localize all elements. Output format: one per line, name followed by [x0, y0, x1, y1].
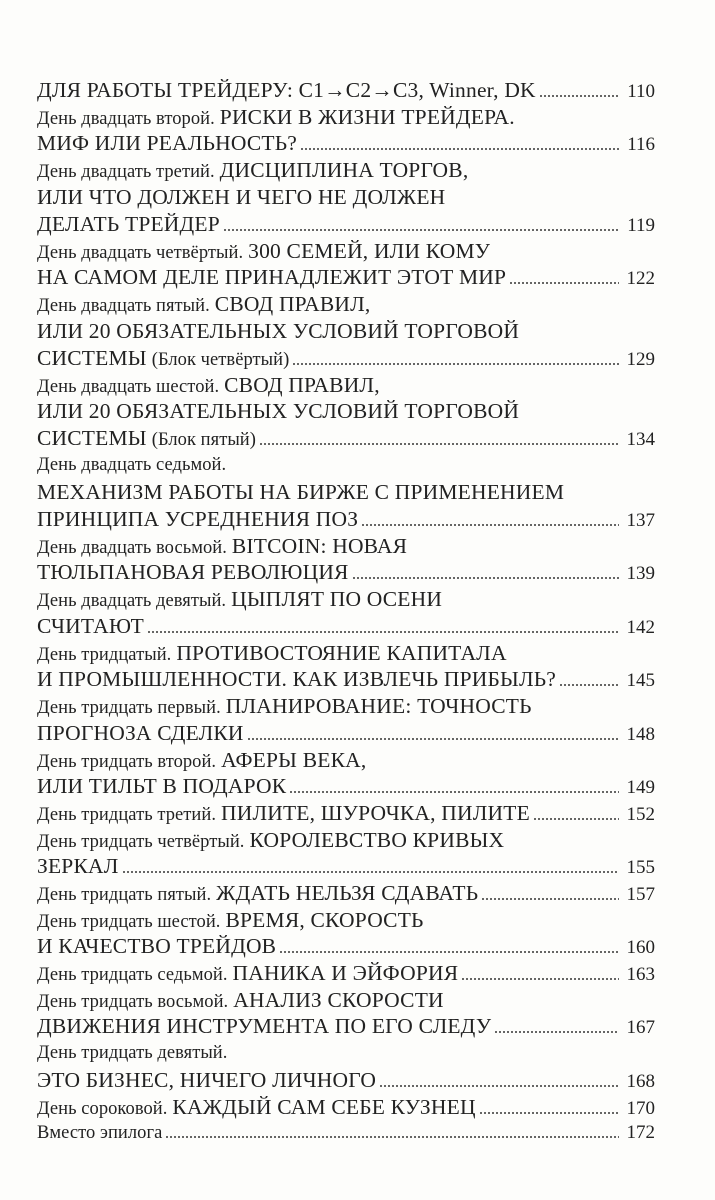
- toc-page-number: 139: [626, 563, 655, 584]
- toc-entry-line: [37, 613, 655, 640]
- dot-leader: [509, 282, 619, 284]
- toc-page-number: 172: [626, 1122, 655, 1143]
- toc-day-label: День двадцать второй.: [37, 108, 215, 129]
- toc-day-label: День тридцать восьмой.: [37, 991, 229, 1012]
- toc-entry-line: [37, 853, 655, 880]
- toc-chapter-title: ПРОГНОЗА СДЕЛКИ: [37, 720, 244, 745]
- toc-day-label: День тридцать первый.: [37, 698, 221, 718]
- toc-day-label: День двадцать девятый.: [37, 591, 227, 611]
- toc-chapter-title: ИЛИ 20 ОБЯЗАТЕЛЬНЫХ УСЛОВИЙ ТОРГОВОЙ: [37, 318, 520, 343]
- toc-chapter-title: И КАЧЕСТВО ТРЕЙДОВ: [37, 934, 277, 958]
- toc-chapter-title: СИСТЕМЫ: [37, 345, 147, 370]
- dot-leader: [352, 577, 619, 579]
- toc-day-label: День тридцать пятый.: [37, 885, 212, 905]
- toc-chapter-title: И ПРОМЫШЛЕННОСТИ. КАК ИЗВЛЕЧЬ ПРИБЫЛЬ?: [37, 667, 557, 691]
- dot-leader: [247, 738, 619, 740]
- toc-entry-line: [37, 533, 655, 560]
- toc-page-number: 148: [626, 723, 655, 745]
- dot-leader: [292, 363, 619, 365]
- toc-day-label: День двадцать шестой.: [37, 376, 220, 397]
- toc-chapter-title: ТЮЛЬПАНОВАЯ РЕВОЛЮЦИЯ: [37, 560, 349, 584]
- toc-page-number: 142: [626, 616, 655, 638]
- toc-chapter-title: ВРЕМЯ, СКОРОСТЬ: [225, 907, 424, 932]
- toc-entry[interactable]: [37, 747, 655, 801]
- toc-chapter-title: ЖДАТЬ НЕЛЬЗЯ СДАВАТЬ: [216, 881, 479, 905]
- toc-entry-line: [37, 960, 655, 987]
- toc-chapter-title: АФЕРЫ ВЕКА,: [221, 747, 367, 772]
- toc-entry[interactable]: [37, 1120, 655, 1147]
- dot-leader: [147, 631, 619, 633]
- toc-page-number: 170: [626, 1097, 655, 1119]
- dot-leader: [259, 443, 619, 445]
- toc-chapter-title: КОРОЛЕВСТВО КРИВЫХ: [249, 827, 505, 852]
- toc-day-label: День тридцать третий.: [37, 805, 217, 825]
- toc-day-label: Вместо эпилога: [37, 1123, 163, 1143]
- toc-entry-line: [37, 1040, 655, 1067]
- toc-day-label: День тридцатый.: [37, 644, 172, 665]
- toc-entry[interactable]: [37, 987, 655, 1041]
- toc-entry-line: [37, 747, 655, 774]
- toc-entry-line: [37, 880, 655, 907]
- toc-chapter-title: ЦЫПЛЯТ ПО ОСЕНИ: [231, 587, 443, 611]
- toc-day-label: День двадцать четвёртый.: [37, 242, 244, 263]
- toc-entry-line: [37, 1120, 655, 1147]
- toc-page-number: 134: [626, 429, 655, 450]
- toc-entry-line: [37, 987, 655, 1014]
- toc-chapter-title: BITCOIN: НОВАЯ: [231, 533, 408, 558]
- toc-entry-line: [37, 130, 655, 157]
- toc-page-number: 160: [626, 937, 655, 958]
- toc-day-label: День двадцать восьмой.: [37, 537, 227, 558]
- toc-chapter-title: ПИЛИТЕ, ШУРОЧКА, ПИЛИТЕ: [221, 801, 530, 825]
- toc-entry-line: [37, 398, 655, 425]
- toc-page-number: 149: [626, 777, 655, 798]
- toc-entry-line: [37, 372, 655, 399]
- toc-entry-line: [37, 479, 655, 506]
- toc-chapter-title: МИФ ИЛИ РЕАЛЬНОСТЬ?: [37, 131, 298, 155]
- toc-entry[interactable]: [37, 104, 655, 158]
- dot-leader: [279, 951, 619, 953]
- toc-day-label: День двадцать третий.: [37, 162, 215, 182]
- dot-leader: [223, 229, 619, 231]
- toc-entry[interactable]: [37, 907, 655, 961]
- toc-chapter-title: ПЛАНИРОВАНИЕ: ТОЧНОСТЬ: [225, 694, 532, 718]
- toc-page-number: 152: [626, 804, 655, 825]
- toc-entry-line: [37, 157, 655, 184]
- toc-entry-line: [37, 800, 655, 827]
- toc-day-label: День тридцать четвёртый.: [37, 831, 245, 852]
- toc-entry-line: [37, 693, 655, 720]
- dot-leader: [479, 1112, 619, 1114]
- toc-entry-line: [37, 640, 655, 667]
- toc-chapter-title: ДЛЯ РАБОТЫ ТРЕЙДЕРУ: C1→C2→C3, Winner, DK: [37, 78, 536, 102]
- toc-page-number: 119: [627, 214, 655, 236]
- toc-entry-line: [37, 559, 655, 586]
- toc-page-number: 129: [626, 348, 655, 370]
- toc-entry-line: [37, 773, 655, 800]
- toc-day-label: День тридцать второй.: [37, 751, 217, 772]
- toc-chapter-title: ИЛИ ТИЛЬТ В ПОДАРОК: [37, 774, 287, 798]
- toc-entry[interactable]: [37, 291, 655, 372]
- toc-entry-line: [37, 452, 655, 479]
- toc-entry[interactable]: [37, 1040, 655, 1094]
- toc-page-number: 110: [627, 81, 655, 102]
- toc-chapter-title: 300 СЕМЕЙ, ИЛИ КОМУ: [248, 238, 491, 263]
- toc-chapter-title: ИЛИ ЧТО ДОЛЖЕН И ЧЕГО НЕ ДОЛЖЕН: [37, 184, 446, 209]
- toc-entry[interactable]: [37, 533, 655, 587]
- toc-day-label: День сороковой.: [37, 1098, 168, 1119]
- dot-leader: [461, 978, 619, 980]
- toc-block-note: (Блок четвёртый): [151, 349, 290, 370]
- toc-entry[interactable]: [37, 800, 655, 827]
- toc-day-label: День тридцать шестой.: [37, 911, 221, 932]
- toc-entry-line: [37, 425, 655, 452]
- dot-leader: [165, 1136, 619, 1138]
- toc-entry-line: [37, 907, 655, 934]
- toc-page-number: 122: [626, 268, 655, 289]
- toc-entry[interactable]: [37, 640, 655, 694]
- toc-entry-line: [37, 77, 655, 104]
- toc-entry-line: [37, 720, 655, 747]
- toc-entry-line: [37, 184, 655, 211]
- toc-entry[interactable]: [37, 452, 655, 533]
- toc-day-label: День двадцать седьмой.: [37, 455, 227, 475]
- toc-chapter-title: ПРИНЦИПА УСРЕДНЕНИЯ ПОЗ: [37, 506, 359, 531]
- toc-chapter-title: ЭТО БИЗНЕС, НИЧЕГО ЛИЧНОГО: [37, 1067, 377, 1092]
- toc-entry-line: [37, 933, 655, 960]
- toc-chapter-title: ПАНИКА И ЭЙФОРИЯ: [232, 961, 459, 985]
- toc-entry-line: [37, 666, 655, 693]
- toc-entry[interactable]: [37, 1094, 655, 1121]
- toc-entry-line: [37, 1013, 655, 1040]
- toc-chapter-title: НА САМОМ ДЕЛЕ ПРИНАДЛЕЖИТ ЭТОТ МИР: [37, 265, 507, 289]
- toc-chapter-title: СЧИТАЮТ: [37, 613, 144, 638]
- dot-leader: [289, 791, 619, 793]
- toc-chapter-title: ПРОТИВОСТОЯНИЕ КАПИТАЛА: [176, 640, 507, 665]
- toc-day-label: День тридцать девятый.: [37, 1043, 228, 1063]
- dot-leader: [533, 818, 619, 820]
- toc-day-label: День тридцать седьмой.: [37, 965, 228, 985]
- toc-chapter-title: АНАЛИЗ СКОРОСТИ: [233, 987, 444, 1012]
- toc-page-number: 157: [626, 884, 655, 905]
- dot-leader: [559, 684, 619, 686]
- toc-chapter-title: ДЕЛАТЬ ТРЕЙДЕР: [37, 211, 220, 236]
- toc-chapter-title: СВОД ПРАВИЛ,: [224, 372, 380, 397]
- toc-chapter-title: СВОД ПРАВИЛ,: [214, 292, 371, 316]
- dot-leader: [379, 1085, 619, 1087]
- toc-entry-line: [37, 238, 655, 265]
- toc-page-number: 145: [626, 670, 655, 691]
- toc-chapter-title: КАЖДЫЙ САМ СЕБЕ КУЗНЕЦ: [172, 1094, 476, 1119]
- toc-entry-line: [37, 318, 655, 345]
- dot-leader: [494, 1031, 619, 1033]
- toc-block-note: (Блок пятый): [151, 430, 256, 450]
- toc-entry-line: [37, 291, 655, 318]
- toc-entry[interactable]: [37, 586, 655, 640]
- toc-entry[interactable]: [37, 372, 655, 453]
- toc-chapter-title: МЕХАНИЗМ РАБОТЫ НА БИРЖЕ С ПРИМЕНЕНИЕМ: [37, 479, 565, 504]
- toc-entry[interactable]: [37, 238, 655, 292]
- toc-chapter-title: СИСТЕМЫ: [37, 426, 147, 450]
- toc-entry-line: [37, 211, 655, 238]
- toc-entry[interactable]: [37, 693, 655, 747]
- dot-leader: [539, 95, 619, 97]
- toc-chapter-title: ЗЕРКАЛ: [37, 854, 119, 878]
- toc-entry-line: [37, 345, 655, 372]
- dot-leader: [122, 871, 619, 873]
- dot-leader: [300, 148, 619, 150]
- toc-entry-line: [37, 1094, 655, 1121]
- toc-entry-line: [37, 506, 655, 533]
- dot-leader: [481, 898, 619, 900]
- toc-entry-line: [37, 586, 655, 613]
- toc-entry[interactable]: [37, 960, 655, 987]
- table-of-contents: [37, 77, 655, 1147]
- toc-chapter-title: РИСКИ В ЖИЗНИ ТРЕЙДЕРА.: [219, 104, 515, 129]
- toc-chapter-title: ДИСЦИПЛИНА ТОРГОВ,: [219, 158, 469, 182]
- dot-leader: [361, 524, 619, 526]
- toc-entry-line: [37, 1067, 655, 1094]
- toc-entry[interactable]: [37, 827, 655, 881]
- toc-entry[interactable]: [37, 77, 655, 104]
- toc-page-number: 168: [626, 1070, 655, 1092]
- toc-page-number: 155: [626, 857, 655, 878]
- toc-page-number: 116: [627, 134, 655, 155]
- toc-entry[interactable]: [37, 880, 655, 907]
- toc-page-number: 167: [626, 1017, 655, 1038]
- toc-chapter-title: ДВИЖЕНИЯ ИНСТРУМЕНТА ПО ЕГО СЛЕДУ: [37, 1014, 492, 1038]
- toc-page-number: 163: [626, 964, 655, 985]
- toc-page-number: 137: [626, 509, 655, 531]
- toc-entry-line: [37, 827, 655, 854]
- toc-entry[interactable]: [37, 157, 655, 238]
- toc-entry-line: [37, 264, 655, 291]
- toc-entry-line: [37, 104, 655, 131]
- toc-chapter-title: ИЛИ 20 ОБЯЗАТЕЛЬНЫХ УСЛОВИЙ ТОРГОВОЙ: [37, 399, 520, 423]
- toc-day-label: День двадцать пятый.: [37, 296, 210, 316]
